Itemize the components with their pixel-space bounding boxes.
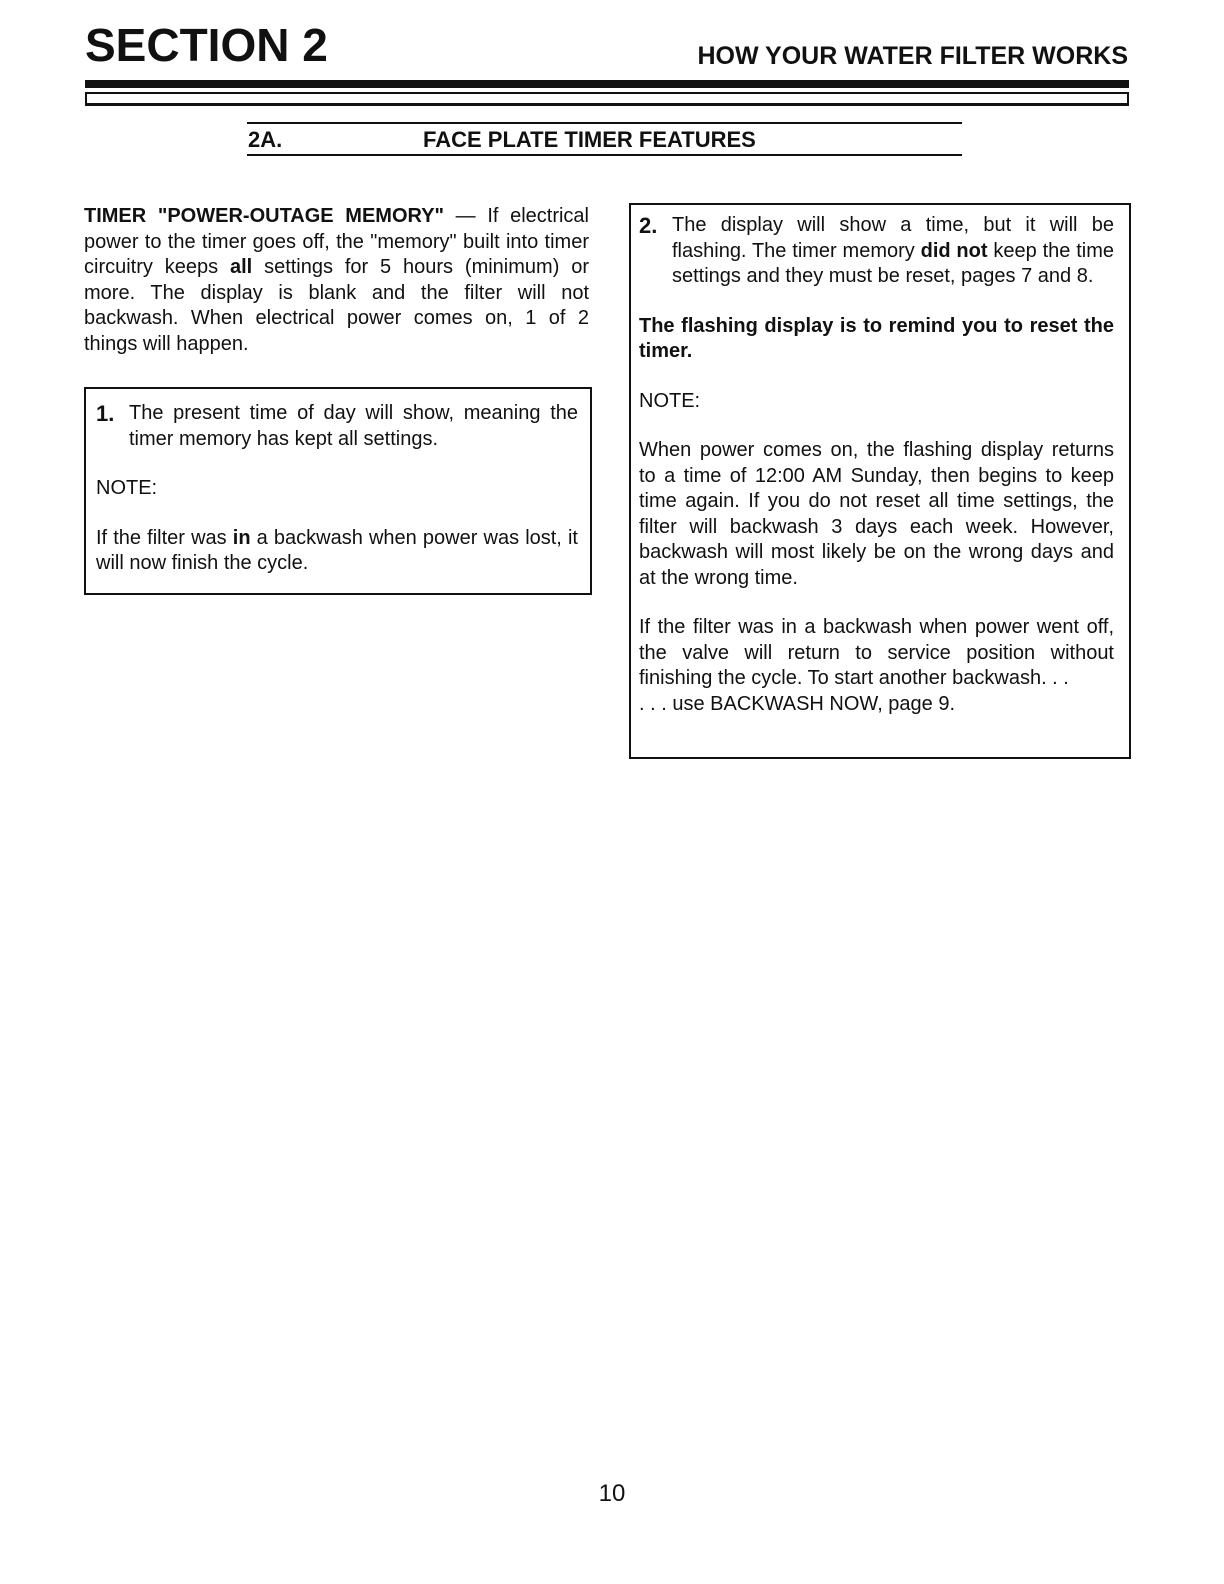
case-2-note-paragraph-3: . . . use BACKWASH NOW, page 9. [639,692,956,715]
case-2-number: 2. [639,213,658,238]
case-2-note-label: NOTE: [639,389,701,412]
intro-emphasis: all [229,256,253,278]
section-subtitle: HOW YOUR WATER FILTER WORKS [697,42,1128,70]
case-2-item [639,213,1114,290]
case-1-note-emphasis: in [232,526,251,549]
case-1-number: 1. [96,401,115,426]
case-2-emphasis: did not [920,239,988,262]
case-2-note-paragraph-2: If the filter was in a backwash when power went off, the valve will return to service position without finishing the cycle. To start another backwash. . . [639,616,1114,689]
case-2-text-1: The display will show a time, but it will be flashing. The timer memory [672,214,1114,262]
case-1-note-label: NOTE: [96,477,158,499]
subsection-number: 2A. [248,127,283,152]
subsection-title: FACE PLATE TIMER FEATURES [423,127,756,152]
section-title: SECTION 2 [85,19,328,71]
intro-paragraph [84,204,589,357]
intro-text-2: settings for 5 hours (minimum) or more. The display is blank and the filter will not backwash. When electrical power comes on, 1 of 2 things will happen. [84,256,589,355]
case-2-text [672,213,1114,290]
case-2-reminder: The flashing display is to remind you to reset the timer. [639,314,1114,362]
intro-text-1: — If electrical power to the timer goes off, the "memory" built into timer circuitry keeps [84,205,590,278]
header-rule-thick [85,80,1129,88]
case-1-note-text-2: a backwash when power was lost, it will now finish the cycle. [96,526,578,574]
header-rule-box [85,92,1129,106]
box-case-1 [84,387,592,595]
subsection-rule-top [247,122,962,124]
case-1-note-text [96,526,578,577]
page-number: 10 [598,1480,626,1507]
case-2-note-paragraph-1: When power comes on, the flashing display returns to a time of 12:00 AM Sunday, then begins to keep time again. If you do not reset all time settings, the filter will backwash 3 days each week. However, backwash will most likely be on the wrong days and at the wrong time. [639,439,1114,589]
case-1-text: The present time of day will show, meaning the timer memory has kept all settings. [129,402,578,450]
intro-lead: TIMER "POWER-OUTAGE MEMORY" [84,205,445,227]
case-1-item [96,401,578,452]
case-2-text-2: keep the time settings and they must be reset, pages 7 and 8. [672,239,1114,287]
box-case-2 [629,203,1131,759]
subsection-rule-bottom [247,154,962,156]
case-1-note-text-1: If the filter was [96,526,233,549]
